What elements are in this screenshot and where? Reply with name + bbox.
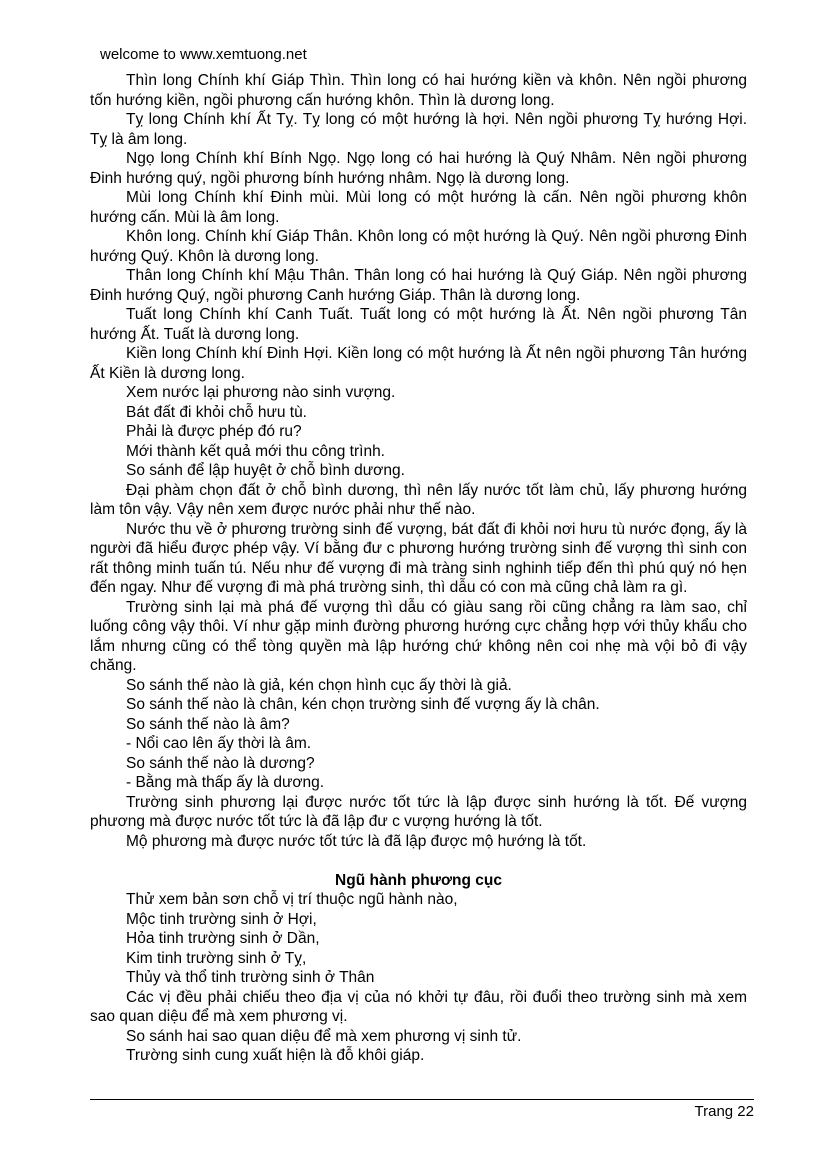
paragraph: So sánh thế nào là chân, kén chọn trường sinh đế vượng ấy là chân. <box>126 696 600 713</box>
paragraph: Mới thành kết quả mới thu công trình. <box>126 442 385 460</box>
paragraph: Tuất long Chính khí Canh Tuất. Tuất long có một hướng là Ất. Nên ngồi phương Tân hướng Ất. Tuất là dương long. <box>90 306 747 343</box>
paragraph: Mùi long Chính khí Đinh mùi. Mùi long có một hướng là cấn. Nên ngồi phương khôn hướng cấn. Mùi là âm long. <box>90 189 747 226</box>
paragraph: Khôn long. Chính khí Giáp Thân. Khôn long có một hướng là Quý. Nên ngồi phương Đinh hướng Quý. Khôn là dương long. <box>90 228 747 265</box>
paragraph: Xem nước lại phương nào sinh vượng. <box>126 384 396 401</box>
section-heading: Ngũ hành phương cục <box>335 871 502 889</box>
paragraph: Kim tinh trường sinh ở Tỵ, <box>126 949 307 967</box>
page-number: Trang 22 <box>694 1103 754 1120</box>
paragraph: Thử xem bản sơn chỗ vị trí thuộc ngũ hành nào, <box>126 891 458 908</box>
paragraph: Thìn long Chính khí Giáp Thìn. Thìn long có hai hướng kiền và khôn. Nên ngồi phương tốn hướng kiền, ngồi phương cấn hướng khôn. Thìn là dương long. <box>90 72 747 109</box>
paragraph: So sánh thế nào là giả, kén chọn hình cục ấy thời là giả. <box>126 676 512 694</box>
paragraph: Bát đất đi khỏi chỗ hưu tù. <box>126 403 307 421</box>
paragraph: Hỏa tinh trường sinh ở Dần, <box>126 930 320 947</box>
paragraph: Thủy và thổ tinh trường sinh ở Thân <box>126 969 375 986</box>
paragraph: - Nổi cao lên ấy thời là âm. <box>126 735 312 752</box>
paragraph: Kiền long Chính khí Đinh Hợi. Kiền long có một hướng là Ất nên ngồi phương Tân hướng Ất Kiền là dương long. <box>90 345 747 382</box>
paragraph: Trường sinh lại mà phá đế vượng thì dẫu có giàu sang rồi cũng chẳng ra làm sao, chỉ luống công vậy thôi. Ví như gặp minh đường phương hướng cực chẳng hợp với thủy khẩu cho lắm nhưng cũng có thể tòng quyền mà lập hướng chứ không nên coi nhẹ mà vội bỏ đi vậy chăng. <box>90 598 747 674</box>
paragraph: Mộc tinh trường sinh ở Hợi, <box>126 910 317 928</box>
footer-divider <box>90 1099 754 1100</box>
paragraph: Thân long Chính khí Mậu Thân. Thân long có hai hướng là Quý Giáp. Nên ngồi phương Đinh hướng Quý, ngồi phương Canh hướng Giáp. Thân là dương long. <box>90 267 747 304</box>
paragraph: Trường sinh cung xuất hiện là đỗ khôi giáp. <box>126 1047 425 1064</box>
paragraph: Mộ phương mà được nước tốt tức là đã lập được mộ hướng là tốt. <box>126 832 587 850</box>
paragraph: Nước thu về ở phương trường sinh đế vượng, bát đất đi khỏi nơi hưu tù nước đọng, ấy là người đã hiểu được phép vậy. Ví bằng đư c phương hướng trường sinh đế vượng thì sinh con rất thông minh tuấn tú. Nếu như đế vượng đi mà tràng sinh nghinh tiếp đến thì phú quý nó hẹn đến ngay. Như đế vượng đi mà phá trường sinh, thì dẫu có con mà cũng chả làm ra gì. <box>90 520 747 596</box>
paragraph: - Bằng mà thấp ấy là dương. <box>126 774 325 791</box>
paragraph: Phải là được phép đó ru? <box>126 423 302 440</box>
paragraph: Đại phàm chọn đất ở chỗ bình dương, thì nên lấy nước tốt làm chủ, lấy phương hướng làm tôn vậy. Vậy nên xem được nước phải như thế nào. <box>90 481 747 518</box>
paragraph: Trường sinh phương lại được nước tốt tức là lập được sinh hướng là tốt. Đế vượng phương mà được nước tốt tức là đã lập đư c vượng hướng là tốt. <box>90 793 747 830</box>
page-header-text: welcome to www.xemtuong.net <box>100 46 307 63</box>
paragraph: So sánh thế nào là dương? <box>126 754 315 772</box>
document-body <box>90 71 747 1066</box>
paragraph: So sánh thế nào là âm? <box>126 715 290 733</box>
paragraph: So sánh để lập huyệt ở chỗ bình dương. <box>126 462 405 479</box>
paragraph: Ngọ long Chính khí Bính Ngọ. Ngọ long có hai hướng là Quý Nhâm. Nên ngồi phương Đinh hướng quý, ngồi phương bính hướng nhâm. Ngọ là dương long. <box>90 150 747 187</box>
paragraph: So sánh hai sao quan diệu để mà xem phương vị sinh tử. <box>126 1027 522 1045</box>
paragraph: Các vị đều phải chiếu theo địa vị của nó khởi tự đâu, rồi đuổi theo trường sinh mà xem sao quan diệu để mà xem phương vị. <box>90 988 747 1025</box>
paragraph: Tỵ long Chính khí Ất Tỵ. Tỵ long có một hướng là hợi. Nên ngồi phương Tỵ hướng Hợi. Tỵ là âm long. <box>90 111 747 148</box>
